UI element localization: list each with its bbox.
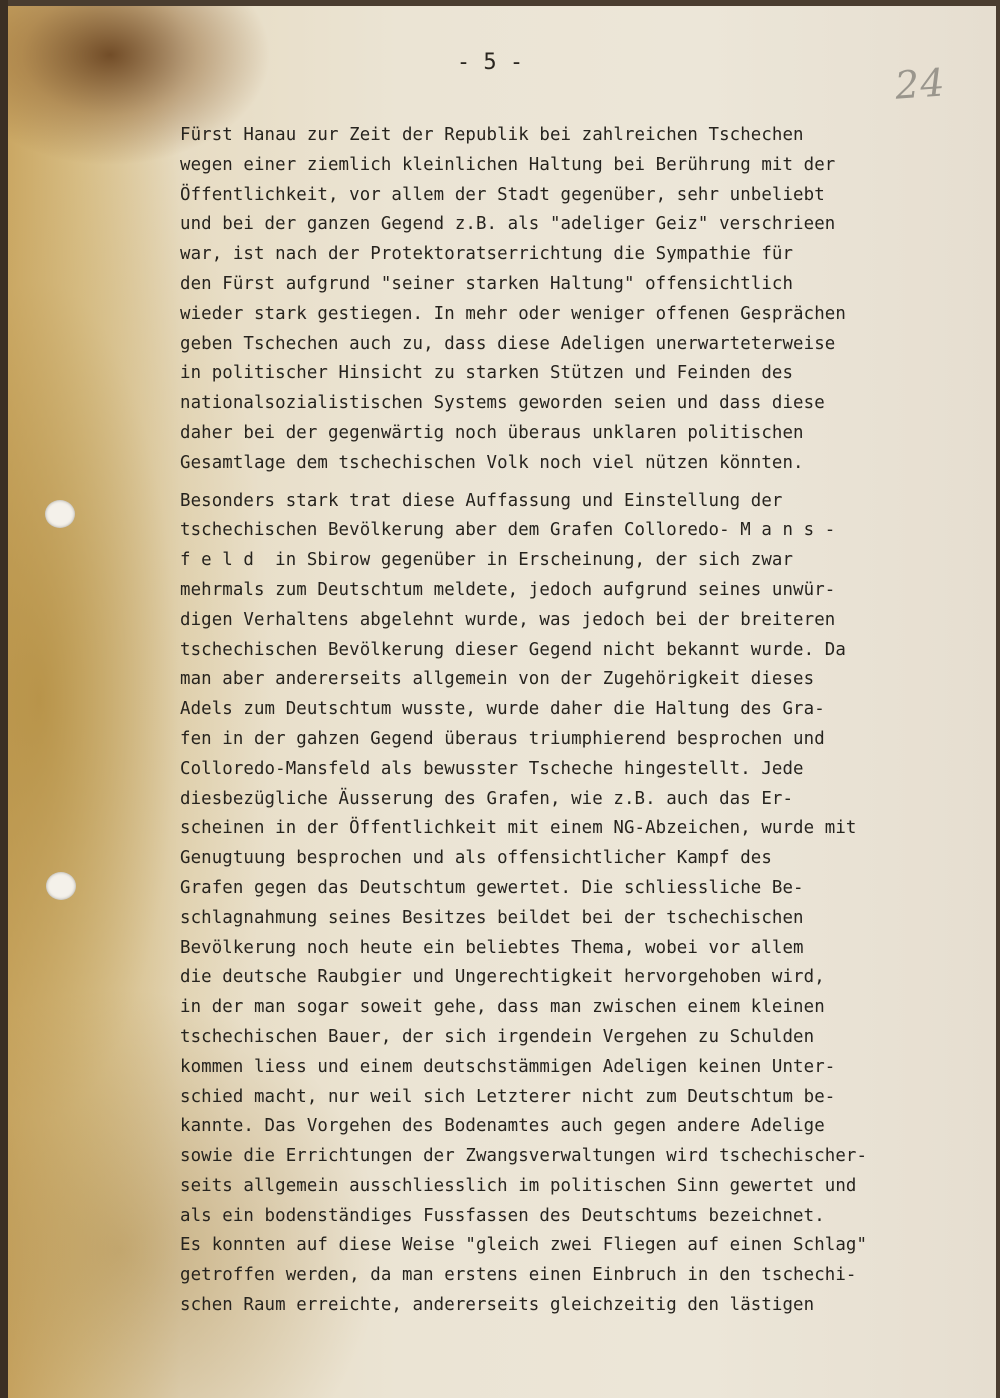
text-line: Es konnten auf diese Weise "gleich zwei Fliegen auf einen Schlag" [180, 1235, 868, 1256]
text-line: in der man sogar soweit gehe, dass man zwischen einem kleinen [180, 997, 825, 1018]
text-line: schlagnahmung seines Besitzes beildet bei der tschechischen [180, 907, 804, 928]
text-line: und bei der ganzen Gegend z.B. als "adeliger Geiz" verschrieen [180, 214, 836, 235]
punch-hole-lower [46, 872, 76, 900]
text-line: seits allgemein ausschliesslich im politischen Sinn gewertet und [180, 1175, 857, 1196]
text-line: die deutsche Raubgier und Ungerechtigkeit hervorgehoben wird, [180, 967, 825, 988]
text-line: daher bei der gegenwärtig noch überaus unklaren politischen [180, 422, 804, 443]
text-line: getroffen werden, da man erstens einen Einbruch in den tschechi- [180, 1265, 857, 1286]
text-line: nationalsozialistischen Systems geworden seien und dass diese [180, 393, 825, 414]
text-line: war, ist nach der Protektoratserrichtung die Sympathie für [180, 244, 794, 265]
paragraph-1 [180, 121, 980, 479]
text-line: Fürst Hanau zur Zeit der Republik bei zahlreichen Tschechen [180, 125, 804, 145]
page-left-edge [0, 0, 8, 1398]
text-line: mehrmals zum Deutschtum meldete, jedoch aufgrund seines unwür- [180, 579, 836, 600]
page-right-edge [996, 0, 1000, 1398]
handwritten-archive-number: 24 [893, 60, 947, 108]
text-line: Genugtuung besprochen und als offensichtlicher Kampf des [180, 848, 772, 869]
text-line: tschechischen Bevölkerung dieser Gegend nicht bekannt wurde. Da [180, 639, 846, 660]
page-number: - 5 - [456, 50, 524, 75]
text-line: diesbezügliche Äusserung des Grafen, wie z.B. auch das Er- [180, 788, 794, 809]
text-line: tschechischen Bevölkerung aber dem Grafen Colloredo- M a n s - [180, 520, 836, 541]
text-line: als ein bodenständiges Fussfassen des Deutschtums bezeichnet. [180, 1205, 825, 1226]
text-line: wegen einer ziemlich kleinlichen Haltung bei Berührung mit der [180, 154, 836, 175]
text-line: in politischer Hinsicht zu starken Stützen und Feinden des [180, 363, 794, 384]
typed-body-text [180, 121, 980, 1321]
text-line: fen in der gahzen Gegend überaus triumphierend besprochen und [180, 728, 825, 749]
text-line: sowie die Errichtungen der Zwangsverwaltungen wird tschechischer- [180, 1146, 868, 1167]
text-line: man aber andererseits allgemein von der Zugehörigkeit dieses [180, 669, 815, 690]
text-line: Grafen gegen das Deutschtum gewertet. Die schliessliche Be- [180, 877, 804, 898]
text-line: schied macht, nur weil sich Letzterer nicht zum Deutschtum be- [180, 1086, 836, 1107]
text-line: Öffentlichkeit, vor allem der Stadt gegenüber, sehr unbeliebt [180, 184, 825, 205]
text-line: geben Tschechen auch zu, dass diese Adeligen unerwarteterweise [180, 333, 836, 354]
paragraph-gap [180, 479, 980, 487]
text-line: scheinen in der Öffentlichkeit mit einem NG-Abzeichen, wurde mit [180, 818, 857, 839]
text-line: schen Raum erreichte, andererseits gleichzeitig den lästigen [180, 1295, 815, 1316]
punch-hole-upper [45, 500, 75, 528]
page-top-edge [0, 0, 1000, 6]
text-line: Gesamtlage dem tschechischen Volk noch viel nützen könnten. [180, 452, 804, 473]
text-line: f e l d in Sbirow gegenüber in Erscheinung, der sich zwar [180, 550, 794, 571]
text-line: den Fürst aufgrund "seiner starken Haltung" offensichtlich [180, 273, 794, 294]
text-line: tschechischen Bauer, der sich irgendein Vergehen zu Schulden [180, 1026, 815, 1047]
text-line: Besonders stark trat diese Auffassung und Einstellung der [180, 490, 783, 511]
text-line: Colloredo-Mansfeld als bewusster Tscheche hingestellt. Jede [180, 758, 804, 779]
text-line: Adels zum Deutschtum wusste, wurde daher die Haltung des Gra- [180, 699, 825, 720]
text-line: wieder stark gestiegen. In mehr oder weniger offenen Gesprächen [180, 303, 846, 324]
text-line: kommen liess und einem deutschstämmigen Adeligen keinen Unter- [180, 1056, 836, 1077]
paragraph-2 [180, 487, 980, 1321]
text-line: digen Verhaltens abgelehnt wurde, was jedoch bei der breiteren [180, 609, 836, 630]
text-line: kannte. Das Vorgehen des Bodenamtes auch gegen andere Adelige [180, 1116, 825, 1137]
text-line: Bevölkerung noch heute ein beliebtes Thema, wobei vor allem [180, 937, 804, 958]
